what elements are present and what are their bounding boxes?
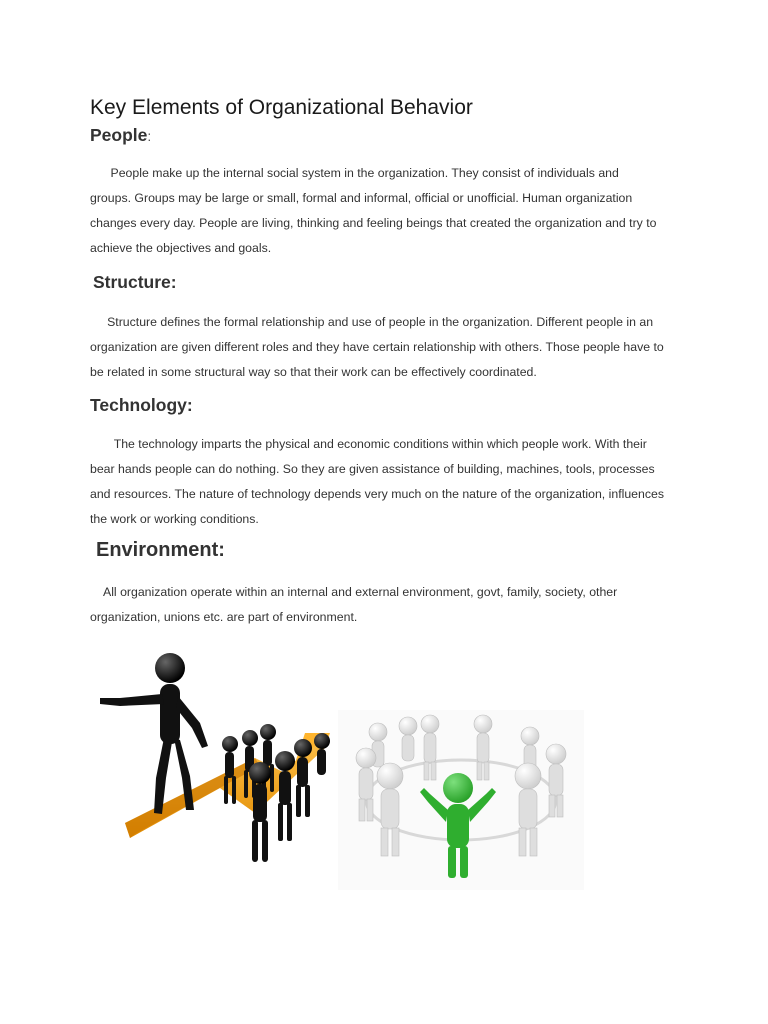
green-center-figure	[420, 773, 496, 878]
paragraph-line: changes every day. People are living, thinking and feeling beings that created the organization and try to	[90, 216, 657, 230]
heading-technology: Technology:	[90, 395, 193, 415]
heading-people-text: People	[90, 125, 148, 145]
paragraph-people	[90, 161, 690, 261]
paragraph-technology	[90, 432, 690, 532]
circle-of-people-illustration	[338, 710, 584, 890]
paragraph-line: groups. Groups may be large or small, formal and informal, official or unofficial. Human organization	[90, 191, 633, 205]
paragraph-structure	[90, 310, 690, 385]
heading-environment: Environment:	[96, 539, 225, 561]
paragraph-line: All organization operate within an internal and external environment, govt, family, society, other	[90, 585, 618, 599]
leader-arrow-illustration	[90, 638, 340, 878]
paragraph-line: Structure defines the formal relationship and use of people in the organization. Different people in an	[90, 315, 654, 329]
paragraph-line: organization, unions etc. are part of environment.	[90, 610, 358, 624]
paragraph-line: The technology imparts the physical and economic conditions within which people work. With their	[90, 437, 647, 451]
paragraph-line: be related in some structural way so that their work can be effectively coordinated.	[90, 365, 537, 379]
paragraph-line: bear hands people can do nothing. So they are given assistance of building, machines, tools, processes	[90, 462, 655, 476]
paragraph-line: and resources. The nature of technology depends very much on the nature of the organization, influences	[90, 487, 664, 501]
paragraph-line: achieve the objectives and goals.	[90, 241, 272, 255]
heading-structure: Structure:	[93, 272, 177, 292]
paragraph-line: the work or working conditions.	[90, 512, 259, 526]
page-title: Key Elements of Organizational Behavior	[90, 96, 473, 119]
paragraph-environment	[90, 580, 690, 630]
heading-people	[90, 125, 151, 146]
paragraph-line: organization are given different roles and they have certain relationship with others. Those people have to	[90, 340, 664, 354]
paragraph-line: People make up the internal social system in the organization. They consist of individuals and	[90, 166, 619, 180]
heading-people-colon: :	[147, 128, 152, 144]
